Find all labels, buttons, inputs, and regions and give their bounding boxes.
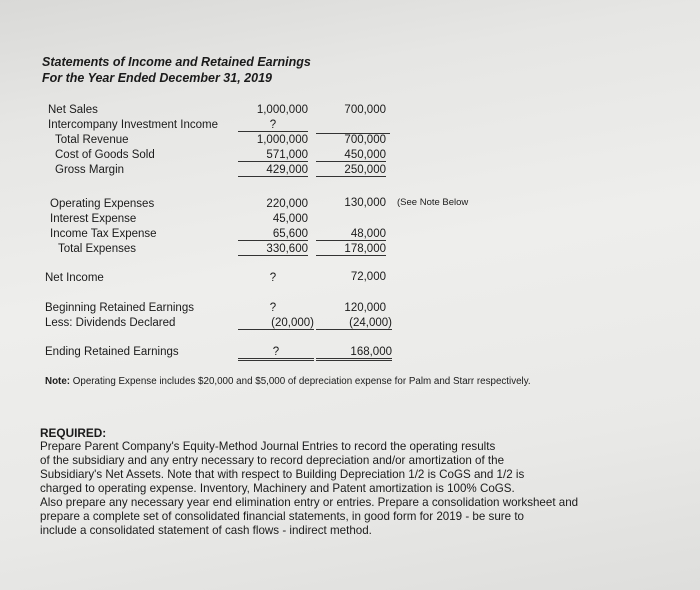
end-re-sub: 168,000 bbox=[316, 346, 392, 361]
total-expenses-parent: 330,600 bbox=[238, 243, 308, 256]
required-line-4: charged to operating expense. Inventory, Machinery and Patent amortization is 100% CoGS. bbox=[40, 482, 515, 495]
opex-annotation: (See Note Below bbox=[397, 197, 469, 208]
gross-margin-parent: 429,000 bbox=[238, 164, 308, 177]
cogs-sub: 450,000 bbox=[316, 149, 386, 162]
total-revenue-sub: 700,000 bbox=[344, 134, 386, 146]
intercompany-label: Intercompany Investment Income bbox=[48, 119, 219, 131]
required-line-1: Prepare Parent Company's Equity-Method Journal Entries to record the operating results bbox=[40, 440, 496, 453]
end-re-parent: ? bbox=[238, 346, 314, 361]
note-label: Note: bbox=[45, 376, 71, 387]
statement-subtitle: For the Year Ended December 31, 2019 bbox=[42, 71, 272, 85]
dividends-parent: (20,000) bbox=[238, 317, 314, 330]
net-income-parent: ? bbox=[269, 272, 277, 284]
required-line-2: of the subsidiary and any entry necessary to record depreciation and/or amortization of the bbox=[40, 454, 505, 467]
total-revenue-label: Total Revenue bbox=[55, 134, 129, 146]
required-line-6: prepare a complete set of consolidated financial statements, in good form for 2019 - be sure to bbox=[40, 510, 524, 523]
intercompany-sub-rule bbox=[316, 119, 390, 134]
total-revenue-parent: 1,000,000 bbox=[256, 134, 308, 146]
gross-margin-label: Gross Margin bbox=[55, 164, 125, 176]
tax-parent: 65,600 bbox=[238, 228, 308, 241]
tax-label: Income Tax Expense bbox=[50, 228, 157, 240]
required-line-7: include a consolidated statement of cash flows - indirect method. bbox=[40, 524, 372, 537]
net-sales-label: Net Sales bbox=[48, 104, 98, 116]
beg-re-sub: 120,000 bbox=[344, 302, 386, 314]
beg-re-parent: ? bbox=[269, 302, 277, 314]
total-expenses-sub: 178,000 bbox=[316, 243, 386, 256]
end-re-label: Ending Retained Earnings bbox=[45, 346, 179, 358]
depreciation-note bbox=[45, 376, 531, 387]
gross-margin-sub: 250,000 bbox=[316, 164, 386, 177]
opex-sub: 130,000 bbox=[344, 197, 386, 209]
net-sales-parent: 1,000,000 bbox=[256, 104, 308, 116]
required-title: REQUIRED: bbox=[40, 426, 107, 440]
net-income-sub: 72,000 bbox=[350, 271, 386, 283]
statement-title: Statements of Income and Retained Earnings bbox=[42, 55, 311, 69]
intercompany-parent: ? bbox=[238, 119, 308, 132]
interest-label: Interest Expense bbox=[50, 213, 137, 225]
opex-parent: 220,000 bbox=[266, 198, 308, 210]
beg-re-label: Beginning Retained Earnings bbox=[45, 302, 194, 314]
net-income-label: Net Income bbox=[45, 272, 104, 284]
dividends-sub: (24,000) bbox=[316, 317, 392, 330]
cogs-label: Cost of Goods Sold bbox=[55, 149, 155, 161]
interest-parent: 45,000 bbox=[272, 213, 308, 225]
required-line-5: Also prepare any necessary year end elimination entry or entries. Prepare a consolidation worksheet and bbox=[40, 496, 579, 509]
total-expenses-label: Total Expenses bbox=[58, 243, 136, 255]
cogs-parent: 571,000 bbox=[238, 149, 308, 162]
required-line-3: Subsidiary's Net Assets. Note that with respect to Building Depreciation 1/2 is CoGS and 1/2 is bbox=[40, 468, 525, 481]
dividends-label: Less: Dividends Declared bbox=[45, 317, 176, 329]
note-text: Operating Expense includes $20,000 and $5,000 of depreciation expense for Palm and Starr respectively. bbox=[72, 376, 531, 387]
tax-sub: 48,000 bbox=[316, 228, 386, 241]
opex-label: Operating Expenses bbox=[50, 198, 155, 210]
net-sales-sub: 700,000 bbox=[344, 104, 386, 116]
